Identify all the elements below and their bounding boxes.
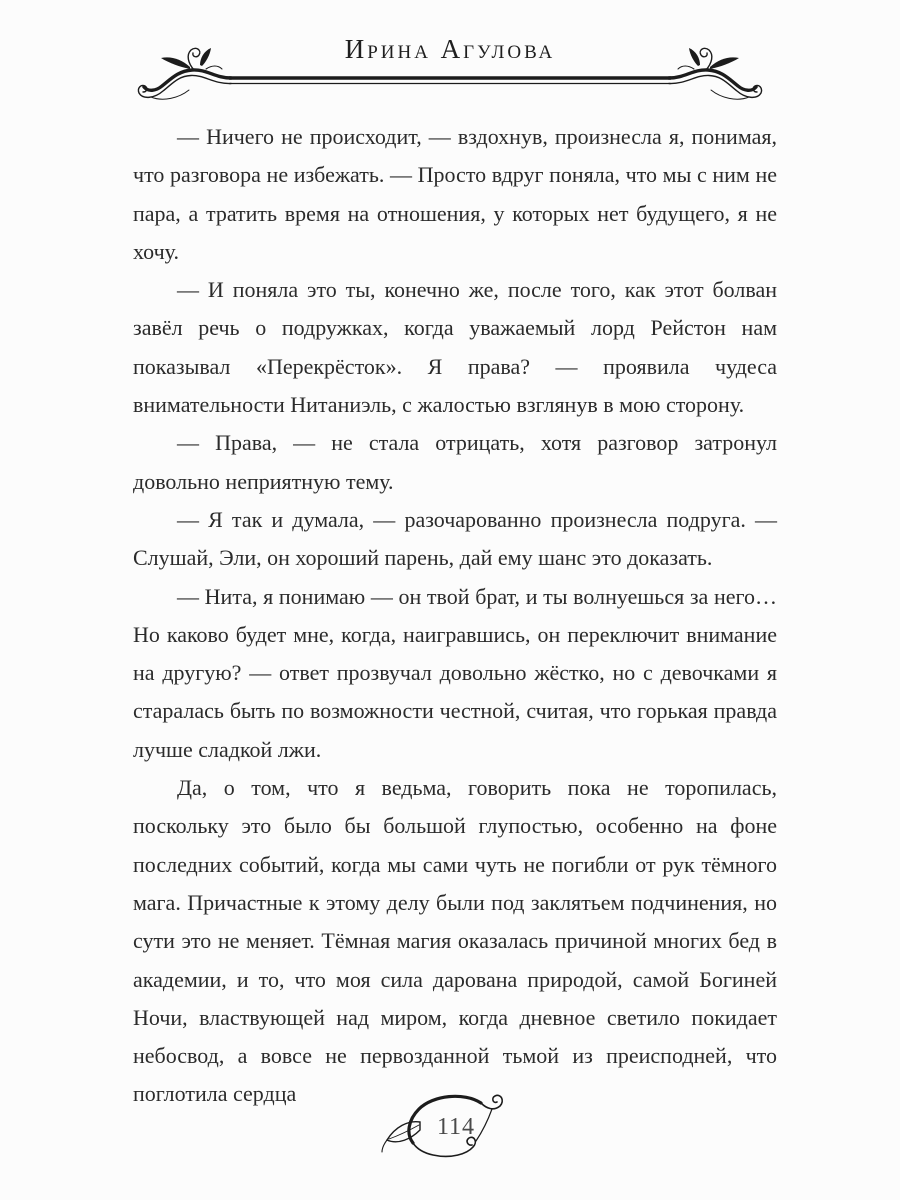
paragraph-6: Да, о том, что я ведьма, говорить пока не торопилась, поскольку это было бы большой глупостью, особенно на фоне последних событий, когда мы сами чуть не погибли от рук тёмного мага. Причастные к этому делу были под заклятьем подчинения, но сути это не меняет. Тёмная магия оказалась причиной многих бед в академии, и то, что моя сила дарована природой, самой Богиней Ночи, властвующей над миром, когда дневное светило покидает небосвод, а вовсе не первозданной тьмой из преисподней, что поглотила сердца [133, 775, 777, 1107]
paragraph-1: — Ничего не происходит, — вздохнув, произнесла я, понимая, что разговора не избежать. — Просто вдруг поняла, что мы с ним не пара, а тратить время на отношения, у которых нет будущего, я не хочу. [133, 124, 777, 264]
paragraph-2: — И поняла это ты, конечно же, после того, как этот болван завёл речь о подружках, когда уважаемый лорд Рейстон нам показывал «Перекрёсток». Я права? — проявила чудеса внимательности Нитаниэль, с жалостью взглянув в мою сторону. [133, 277, 777, 418]
header-flourish-rule [134, 46, 766, 108]
page-number: 114 [436, 1114, 476, 1140]
page-body [133, 118, 777, 1114]
paragraph-5: — Нита, я понимаю — он твой брат, и ты волнуешься за него… Но каково будет мне, когда, наигравшись, он переключит внимание на другую? — ответ прозвучал довольно жёстко, но с девочками я старалась быть по возможности честной, считая, что горькая правда лучше сладкой лжи. [133, 583, 777, 762]
page-header [0, 0, 900, 120]
paragraph-3: — Права, — не стала отрицать, хотя разговор затронул довольно неприятную тему. [133, 430, 777, 494]
page-footer [378, 1090, 508, 1165]
running-head-author: Ирина Агулова [344, 34, 556, 64]
paragraph-4: — Я так и думала, — разочарованно произнесла подруга. — Слушай, Эли, он хороший парень, дай ему шанс это доказать. [133, 506, 777, 571]
